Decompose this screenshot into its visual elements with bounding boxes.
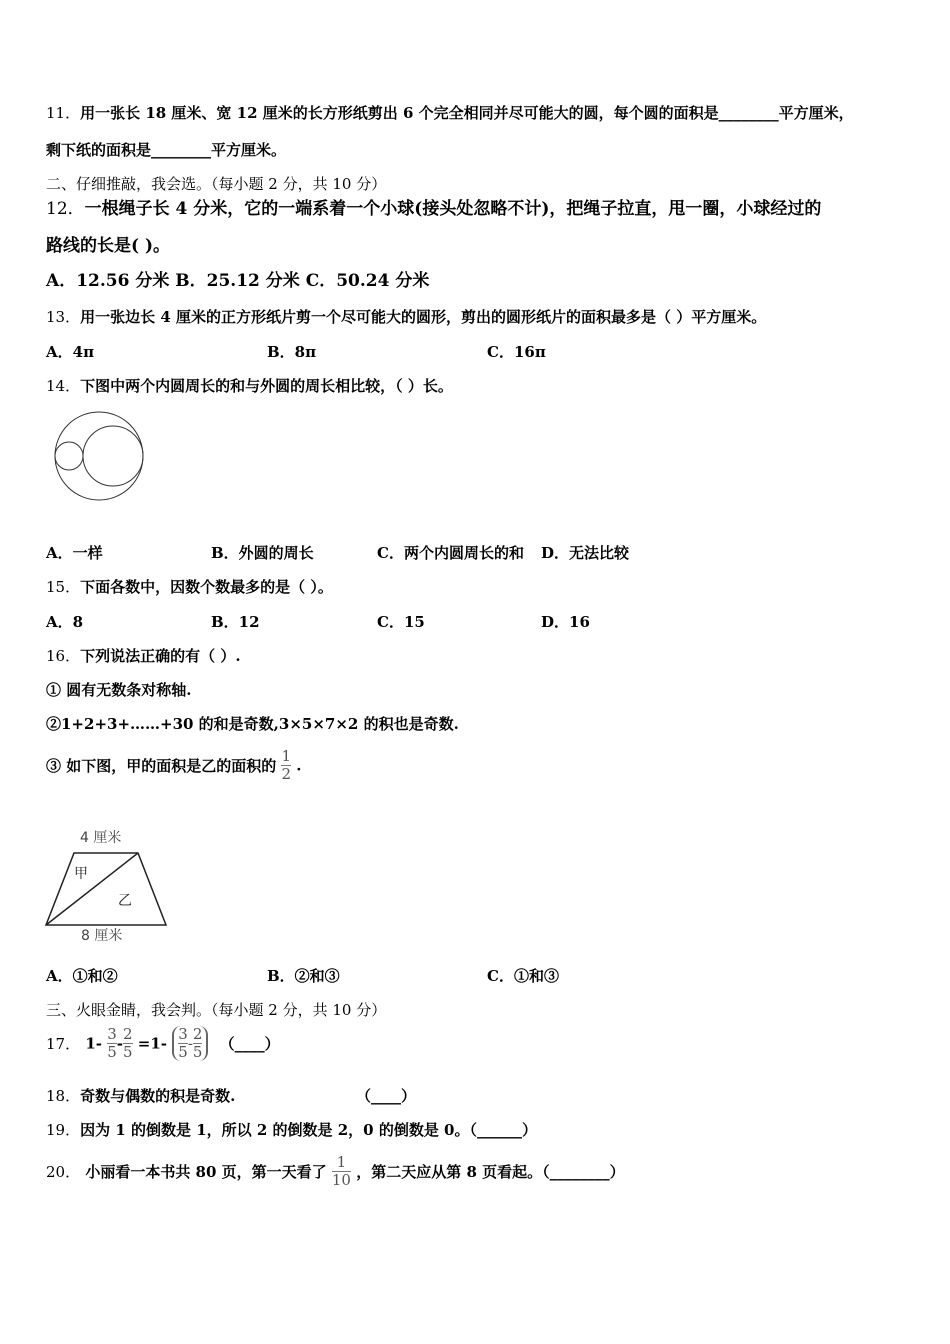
q16-statement-1: ① 圆有无数条对称轴. bbox=[46, 681, 192, 699]
fraction-three-fifths-b: $\frac{3}{5}$ bbox=[178, 1025, 188, 1061]
outer-circle bbox=[55, 412, 143, 500]
q18-answer-blank: （____） bbox=[356, 1087, 417, 1105]
q15-option-d: D．16 bbox=[541, 613, 590, 631]
inner-circle-large bbox=[83, 426, 143, 486]
q12-line2: 路线的长是( )。 bbox=[46, 236, 171, 256]
q13-option-c: C．16π bbox=[487, 343, 546, 361]
q11-line2: 剩下纸的面积是________平方厘米。 bbox=[46, 141, 287, 159]
inner-circle-small bbox=[55, 442, 83, 470]
fraction-three-fifths: $\frac{3}{5}$ bbox=[107, 1025, 117, 1061]
q14-option-b: B．外圆的周长 bbox=[211, 544, 314, 562]
q15-option-c: C．15 bbox=[377, 613, 425, 631]
trapezoid-shape bbox=[46, 853, 166, 925]
trapezoid-bottom-label: 8 厘米 bbox=[81, 928, 123, 944]
section2-title: 二、仔细推敲，我会选。（每小题 2 分，共 10 分） bbox=[46, 175, 387, 193]
q17-question: 17． 1- $\frac{3}{5}$ - $\frac{2}{5}$ =1- $\frac{3}{5}$ - $\frac{2}{5}$ （____） bbox=[46, 1025, 280, 1061]
q16-option-b: B．②和③ bbox=[267, 967, 340, 985]
q20-question: 20． 小丽看一本书共 80 页，第一天看了 $\frac{1}{10}$ ，第二天应从第 8 页看起。（________） bbox=[46, 1153, 625, 1189]
q13-question: 13．用一张边长 4 厘米的正方形纸片剪一个尽可能大的圆形，剪出的圆形纸片的面积最多是（ ）平方厘米。 bbox=[46, 308, 767, 326]
fraction-one-half: $\frac{1}{2}$ bbox=[281, 747, 292, 783]
circles-figure bbox=[50, 408, 150, 504]
q16-option-c: C．①和③ bbox=[487, 967, 559, 985]
fraction-one-tenth: $\frac{1}{10}$ bbox=[331, 1153, 351, 1189]
parenthesis-group: $\frac{3}{5}$ - $\frac{2}{5}$ bbox=[172, 1026, 208, 1061]
fraction-two-fifths: $\frac{2}{5}$ bbox=[123, 1025, 133, 1061]
q16-option-a: A．①和② bbox=[46, 967, 118, 985]
trapezoid-figure bbox=[44, 824, 174, 946]
q13-option-b: B．8π bbox=[267, 343, 317, 361]
q16-question: 16．下列说法正确的有（ ）. bbox=[46, 647, 241, 665]
q13-option-a: A．4π bbox=[46, 343, 95, 361]
region-label-b: 乙 bbox=[118, 893, 132, 909]
q16-statement-3: ③ 如下图，甲的面积是乙的面积的 $\frac{1}{2}$ . bbox=[46, 747, 302, 783]
q15-option-a: A．8 bbox=[46, 613, 84, 631]
q14-option-c: C．两个内圆周长的和 bbox=[377, 544, 524, 562]
q11-line1: 11．用一张长 18 厘米、宽 12 厘米的长方形纸剪出 6 个完全相同并尽可能大的圆，每个圆的面积是________平方厘米， bbox=[46, 104, 854, 122]
region-label-a: 甲 bbox=[74, 866, 88, 882]
fraction-two-fifths-b: $\frac{2}{5}$ bbox=[192, 1025, 203, 1061]
q12-options: A．12.56 分米 B．25.12 分米 C．50.24 分米 bbox=[46, 271, 430, 291]
q18-question: 18．奇数与偶数的积是奇数. bbox=[46, 1087, 236, 1105]
trapezoid-top-label: 4 厘米 bbox=[80, 830, 122, 846]
q15-option-b: B．12 bbox=[211, 613, 260, 631]
q14-option-d: D．无法比较 bbox=[541, 544, 630, 562]
q14-question: 14．下图中两个内圆周长的和与外圆的周长相比较，（ ）长。 bbox=[46, 377, 453, 395]
q12-line1: 12．一根绳子长 4 分米，它的一端系着一个小球(接头处忽略不计)，把绳子拉直，甩一圈，小球经过的 bbox=[46, 199, 822, 219]
section3-title: 三、火眼金睛，我会判。（每小题 2 分，共 10 分） bbox=[46, 1001, 387, 1019]
q15-question: 15．下面各数中，因数个数最多的是（ ）。 bbox=[46, 578, 333, 596]
q16-statement-2: ②1+2+3+……+30 的和是奇数,3×5×7×2 的积也是奇数. bbox=[46, 715, 459, 733]
q19-question: 19．因为 1 的倒数是 1，所以 2 的倒数是 2，0 的倒数是 0。（______） bbox=[46, 1121, 537, 1139]
q14-option-a: A．一样 bbox=[46, 544, 103, 562]
